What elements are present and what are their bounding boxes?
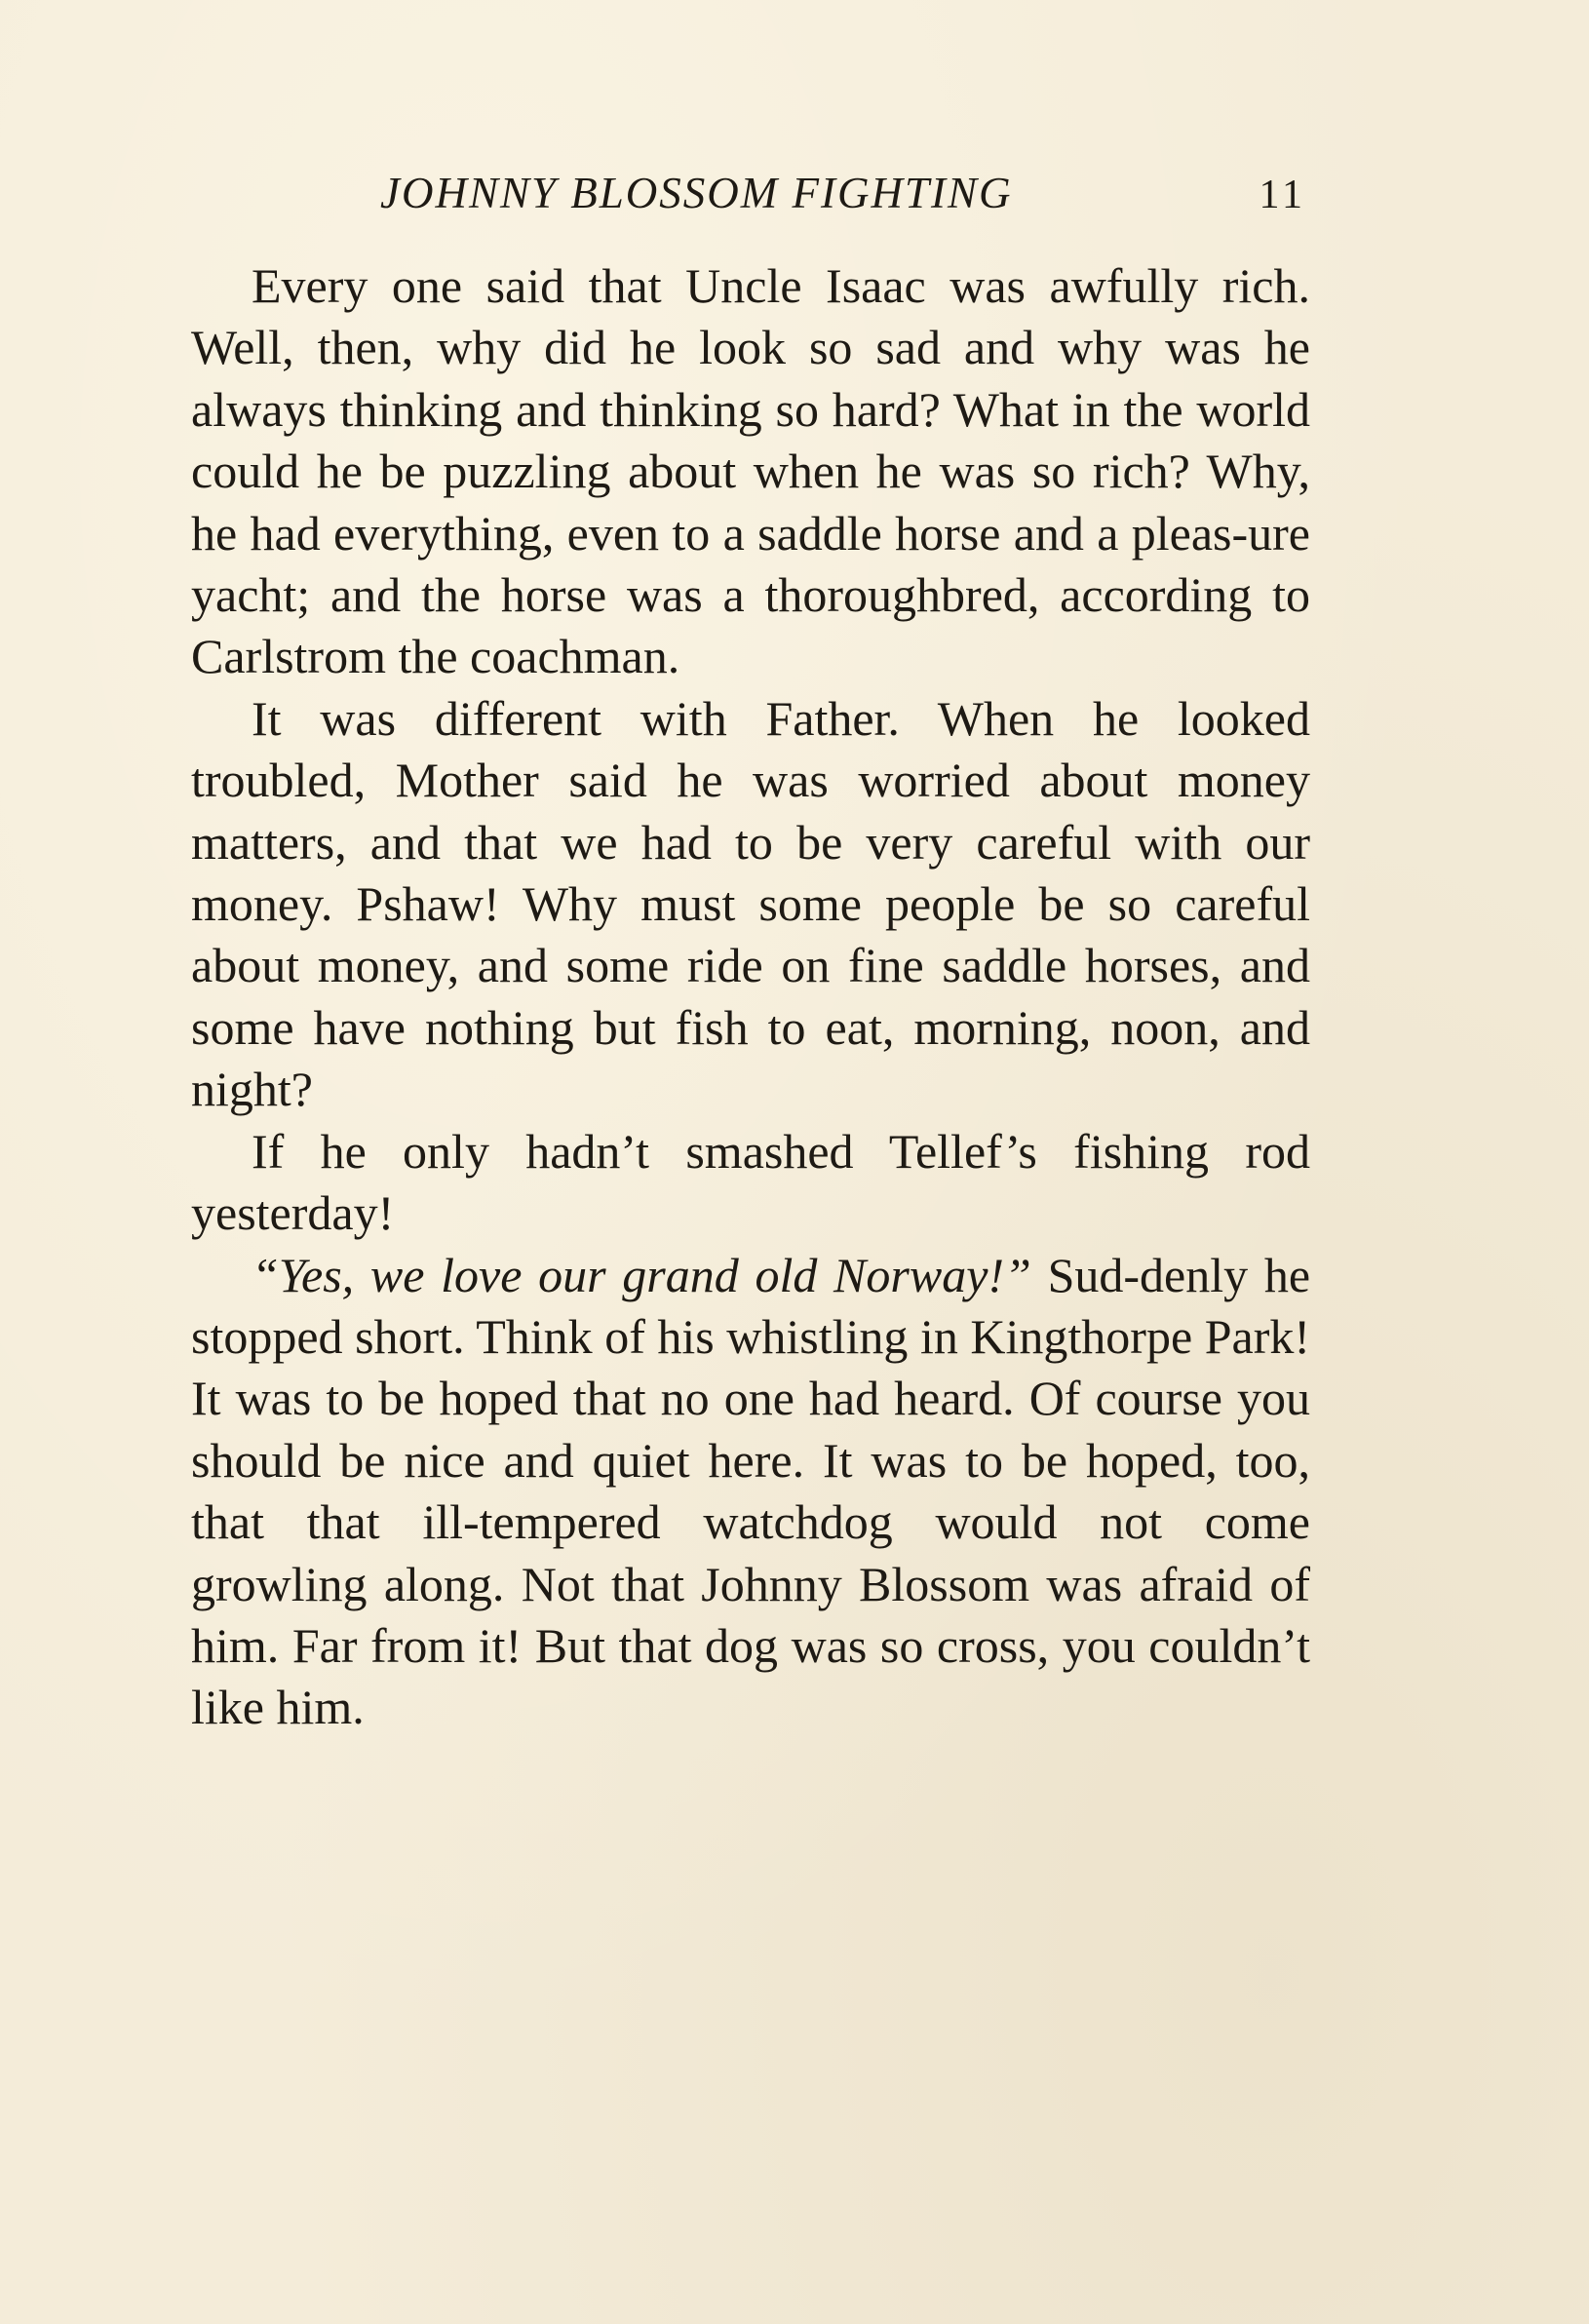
paragraph-4 — [191, 1245, 1310, 1739]
body-text — [191, 255, 1310, 1739]
song-quote: “Yes, we love our grand old Norway!” — [252, 1247, 1031, 1302]
page-number: 11 — [1259, 173, 1306, 217]
running-title: JOHNNY BLOSSOM FIGHTING — [380, 169, 1013, 217]
paragraph-1: Every one said that Uncle Isaac was awfully rich. Well, then, why did he look so sad and why was he always thinking and thinking so hard? What in the world could he be puzzling about when he was so rich? Why, he had everything, even to a saddle horse and a pleas-ure yacht; and the horse was a thoroughbred, according to Carlstrom the coachman. — [191, 258, 1310, 684]
paragraph-3: If he only hadn’t smashed Tellef’s fishing rod yesterday! — [191, 1123, 1310, 1241]
paragraph-2: It was different with Father. When he looked troubled, Mother said he was worried about money matters, and that we had to be very careful with our money. Pshaw! Why must some people be so careful about money, and some ride on fine saddle horses, and some have nothing but fish to eat, morning, noon, and night? — [191, 690, 1310, 1117]
running-head — [195, 168, 1316, 226]
paragraph-4-text: Sud-denly he stopped short. Think of his whistling in Kingthorpe Park! It was to be hoped that no one had heard. Of course you should be nice and quiet here. It was to be hoped, too, that that ill-tempered watchdog would not come growling along. Not that Johnny Blossom was afraid of him. Far from it! But that dog was so cross, you couldn’t like him. — [191, 1247, 1311, 1735]
